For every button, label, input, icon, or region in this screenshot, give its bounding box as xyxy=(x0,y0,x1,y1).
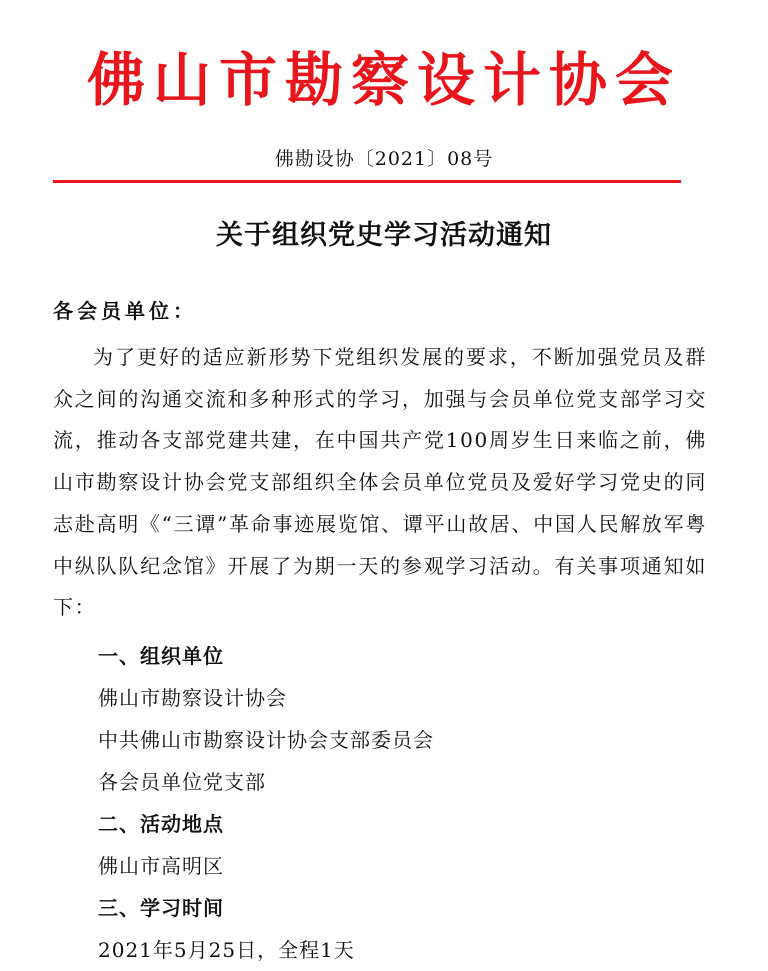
section-heading-time: 三、学习时间 xyxy=(98,896,224,920)
organizer-item: 佛山市勘察设计协会 xyxy=(98,686,287,710)
section-heading-location: 二、活动地点 xyxy=(98,812,224,836)
organizer-item: 中共佛山市勘察设计协会支部委员会 xyxy=(98,728,434,752)
time-text: 2021年5月25日，全程1天 xyxy=(98,938,355,962)
document-number: 佛勘设协〔2021〕08号 xyxy=(274,148,494,170)
salutation: 各会员单位： xyxy=(53,299,197,323)
intro-paragraph: 为了更好的适应新形势下党组织发展的要求，不断加强党员及群众之间的沟通交流和多种形式的学习，加强与会员单位党支部学习交流，推动各支部党建共建，在中国共产党100周岁生日来临之前，佛山市勘察设计协会党支部组织全体会员单位党员及爱好学习党史的同志赴高明《“三谭”革命事迹展览馆、谭平山故居、中国人民解放军粤中纵队队纪念馆》开展了为期一天的参观学习活动。有关事项通知如下： xyxy=(53,345,707,620)
location-text: 佛山市高明区 xyxy=(98,854,224,878)
red-divider xyxy=(53,180,681,183)
section-heading-organizers: 一、组织单位 xyxy=(98,644,224,668)
notice-title: 关于组织党史学习活动通知 xyxy=(216,220,552,251)
organizer-item: 各会员单位党支部 xyxy=(98,770,266,794)
org-masthead: 佛山市勘察设计协会 xyxy=(86,46,681,114)
